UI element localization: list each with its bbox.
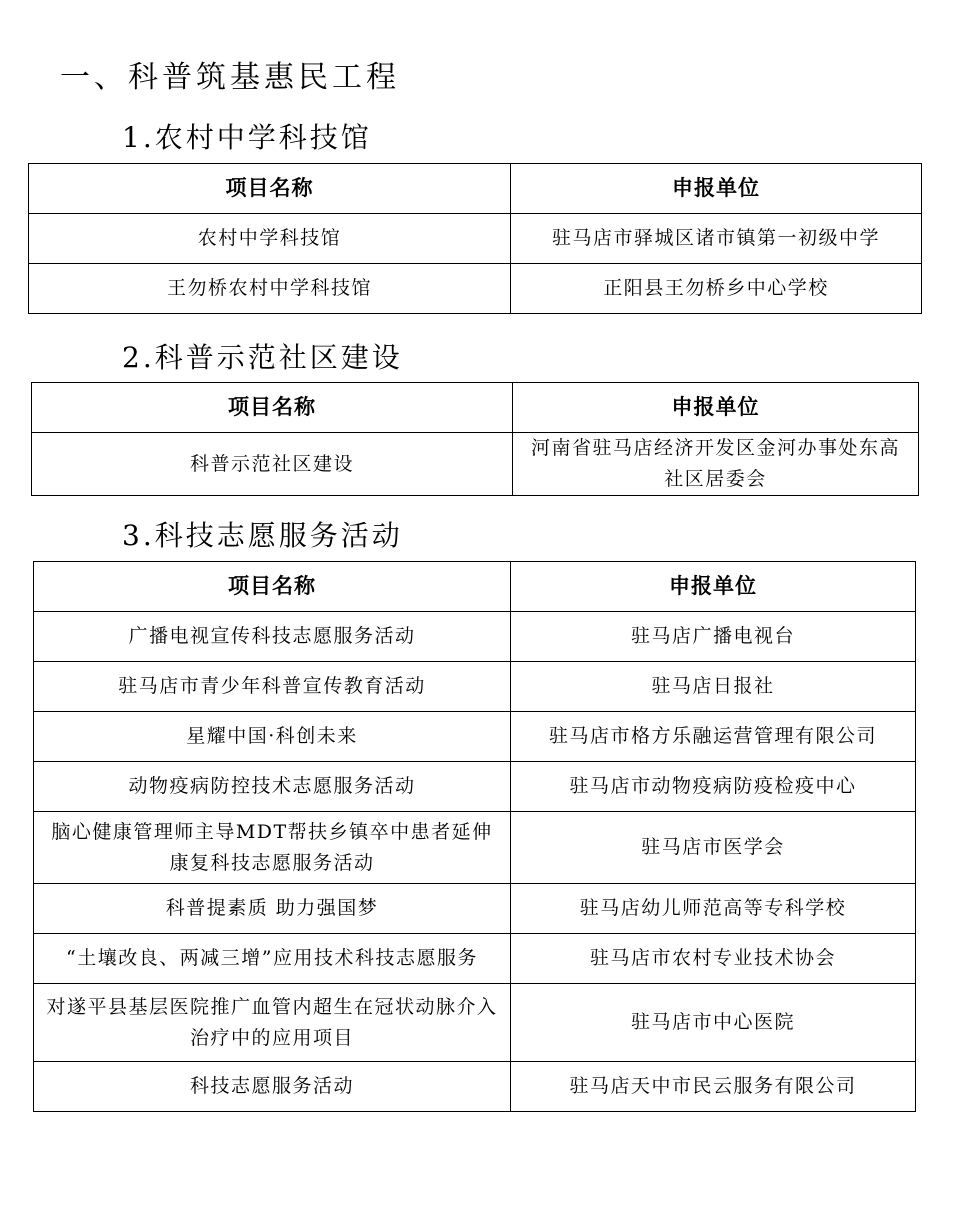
applicant-unit-cell: 正阳县王勿桥乡中心学校 [511,264,922,314]
section-title-rural-science-museum: 1.农村中学科技馆 [122,121,372,154]
table-row [29,264,922,314]
table-row [34,984,916,1062]
applicant-unit-cell: 驻马店市农村专业技术协会 [511,934,916,984]
applicant-unit-cell: 驻马店市中心医院 [511,984,916,1062]
column-header-project-name: 项目名称 [29,164,511,214]
table-row [29,214,922,264]
project-name-cell: 脑心健康管理师主导MDT帮扶乡镇卒中患者延伸康复科技志愿服务活动 [34,812,511,884]
applicant-unit-cell: 驻马店市医学会 [511,812,916,884]
table-row [34,884,916,934]
table-row [34,662,916,712]
project-name-cell: 动物疫病防控技术志愿服务活动 [34,762,511,812]
table-row [34,812,916,884]
table-volunteer-activities [33,561,916,1112]
table-row [34,612,916,662]
table-science-community [31,382,919,496]
applicant-unit-cell: 驻马店市动物疫病防疫检疫中心 [511,762,916,812]
project-name-cell: “土壤改良、两减三增”应用技术科技志愿服务 [34,934,511,984]
table-rural-science-museum [28,163,922,314]
column-header-project-name: 项目名称 [34,562,511,612]
project-name-cell: 星耀中国·科创未来 [34,712,511,762]
column-header-applicant-unit: 申报单位 [511,164,922,214]
table-row [32,433,919,496]
column-header-applicant-unit: 申报单位 [513,383,919,433]
section-title-science-community: 2.科普示范社区建设 [122,341,403,374]
applicant-unit-cell: 驻马店日报社 [511,662,916,712]
project-name-cell: 农村中学科技馆 [29,214,511,264]
project-name-cell: 科普示范社区建设 [32,433,513,496]
table-row [34,712,916,762]
project-name-cell: 对遂平县基层医院推广血管内超生在冠状动脉介入治疗中的应用项目 [34,984,511,1062]
table-row [34,1062,916,1112]
column-header-applicant-unit: 申报单位 [511,562,916,612]
section-title-volunteer-activities: 3.科技志愿服务活动 [122,519,403,552]
applicant-unit-cell: 驻马店幼儿师范高等专科学校 [511,884,916,934]
column-header-project-name: 项目名称 [32,383,513,433]
project-name-cell: 科技志愿服务活动 [34,1062,511,1112]
project-name-cell: 驻马店市青少年科普宣传教育活动 [34,662,511,712]
applicant-unit-cell: 驻马店天中市民云服务有限公司 [511,1062,916,1112]
project-name-cell: 王勿桥农村中学科技馆 [29,264,511,314]
applicant-unit-cell: 驻马店广播电视台 [511,612,916,662]
table-row [34,762,916,812]
applicant-unit-cell: 驻马店市驿城区诸市镇第一初级中学 [511,214,922,264]
page-title: 一、科普筑基惠民工程 [60,60,400,95]
applicant-unit-cell: 驻马店市格方乐融运营管理有限公司 [511,712,916,762]
project-name-cell: 广播电视宣传科技志愿服务活动 [34,612,511,662]
applicant-unit-cell: 河南省驻马店经济开发区金河办事处东高社区居委会 [513,433,919,496]
table-row [34,934,916,984]
project-name-cell: 科普提素质 助力强国梦 [34,884,511,934]
